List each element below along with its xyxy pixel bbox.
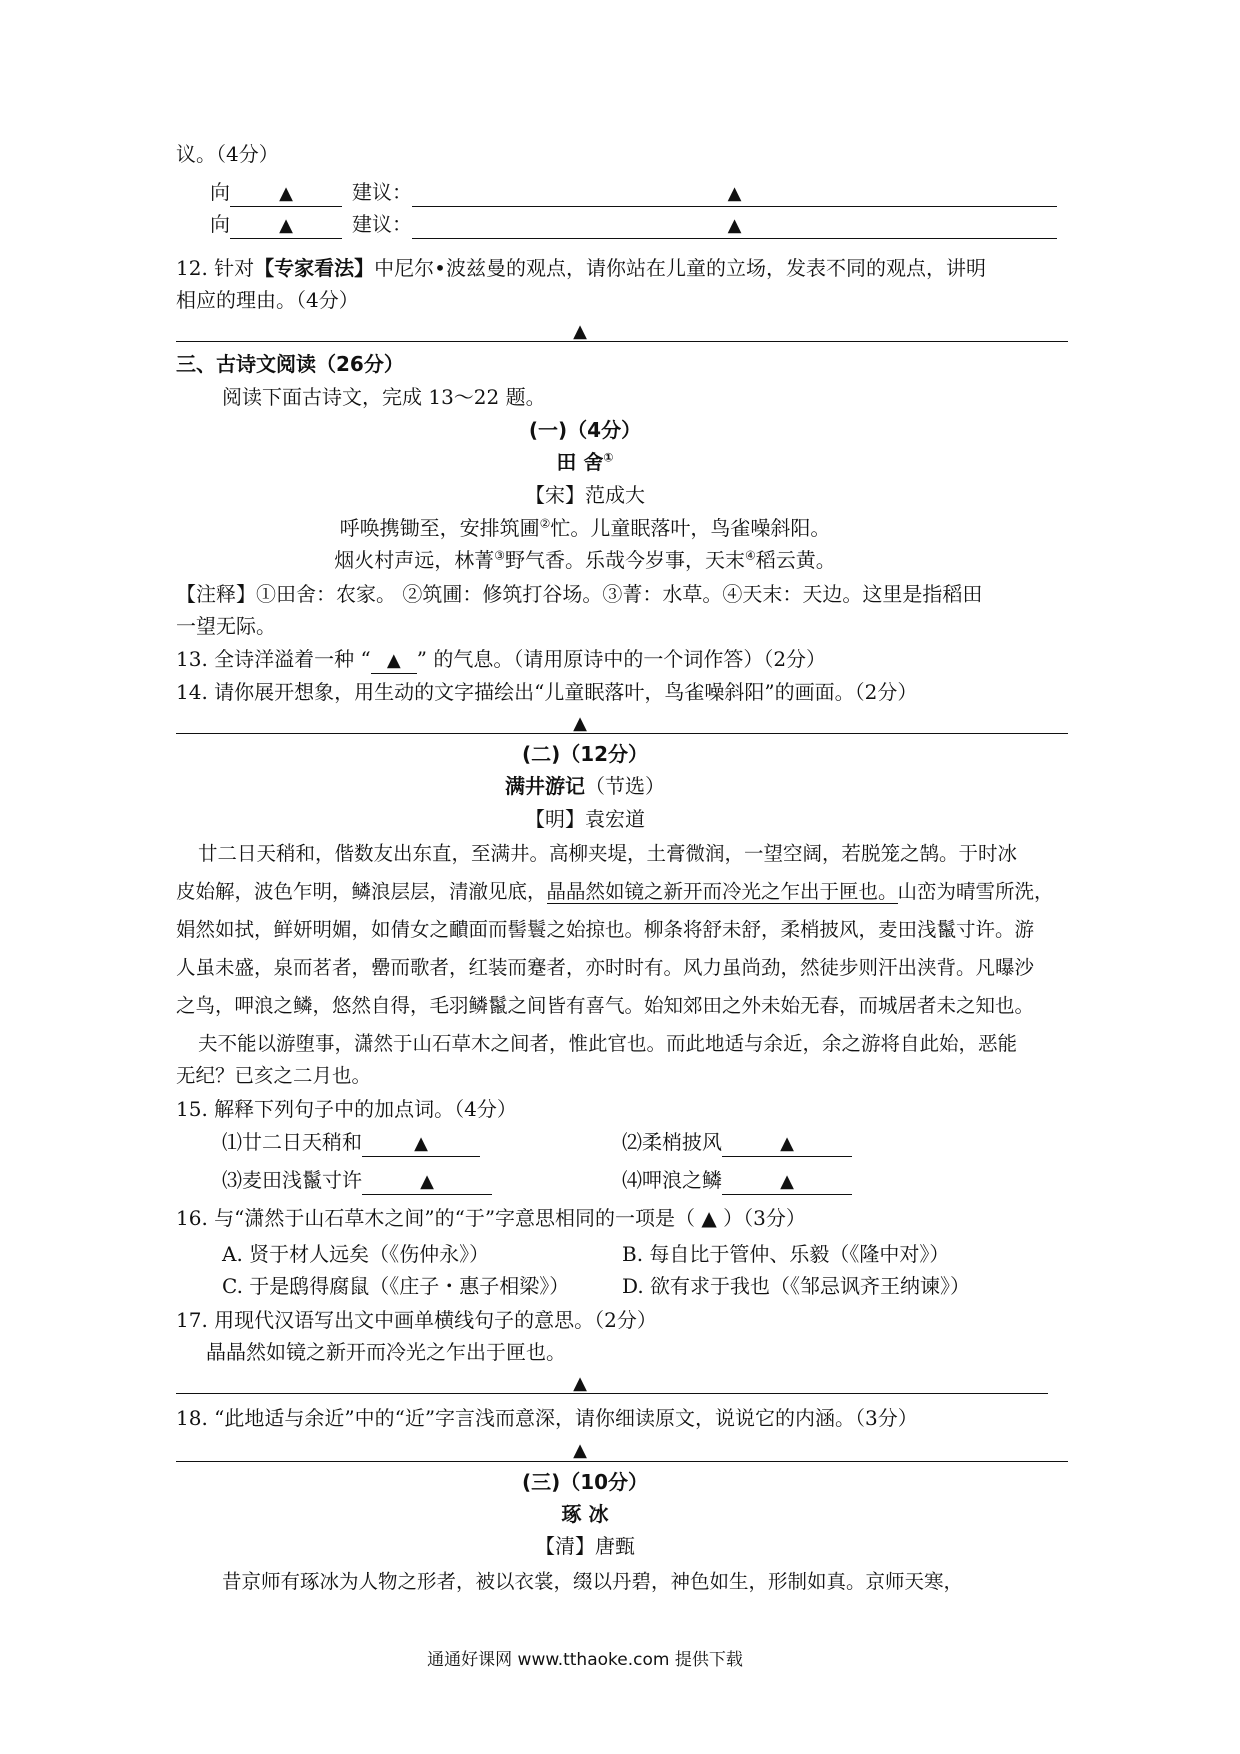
q15-stem: 15. 解释下列句子中的加点词。（4分）: [176, 1097, 517, 1121]
answer-triangle-icon: ▲: [727, 215, 742, 236]
answer-triangle-icon: ▲: [386, 650, 401, 671]
answer-triangle-icon: ▲: [727, 183, 742, 204]
passage-line: 人虽未盛，泉而茗者，罍而歌者，红装而蹇者，亦时时有。风力虽尚劲，然徒步则汗出浃背。凡曝沙: [176, 956, 1035, 979]
text-title: 琢 冰: [561, 1502, 609, 1526]
poem-title-text: 田 舍: [556, 450, 604, 474]
direction-blank[interactable]: [230, 212, 342, 239]
answer-triangle-icon: ▲: [279, 215, 293, 236]
poem-text: 野气香。乐哉今岁事，天末: [505, 548, 745, 572]
q13-text: ” 的气息。（请用原诗中的一个词作答）（2分）: [416, 647, 827, 671]
poem-author: 【宋】范成大: [525, 483, 645, 507]
q12-line-2: 相应的理由。（4分）: [176, 288, 359, 312]
passage-line: [176, 878, 1054, 906]
poem-text: 忙。儿童眠落叶，鸟雀噪斜阳。: [550, 516, 831, 540]
passage-line: 无纪？已亥之二月也。: [176, 1064, 372, 1087]
footnote-mark: ②: [539, 516, 551, 531]
passage-line: 廿二日天稍和，偕数友出东直，至满井。高柳夹堤，土膏微润，一望空阔，若脱笼之鹄。于时冰: [198, 842, 1018, 865]
poem-note-line-2: 一望无际。: [176, 614, 276, 638]
poem-text: 烟火村声远，林菁: [334, 548, 495, 572]
q16-option-a[interactable]: A. 贤于材人远矣（《伤仲永》）: [222, 1242, 490, 1266]
q13-blank[interactable]: [371, 647, 417, 674]
q14: 14. 请你展开想象，用生动的文字描绘出“儿童眠落叶，鸟雀噪斜阳”的画面。（2分）: [176, 680, 918, 704]
passage-line: 娟然如拭，鲜妍明媚，如倩女之靧面而髻鬟之始掠也。柳条将舒未舒，柔梢披风，麦田浅鬣寸许。游: [176, 918, 1035, 941]
q13: [176, 645, 826, 674]
answer-line[interactable]: [176, 341, 1068, 342]
q15-blank[interactable]: [722, 1168, 852, 1195]
part-heading: (一)（4分）: [528, 418, 642, 442]
page-footer: 通通好课网 www.tthaoke.com 提供下载: [427, 1650, 743, 1670]
answer-triangle-icon: ▲: [573, 1373, 587, 1394]
text-author: 【明】袁宏道: [525, 807, 645, 831]
answer-triangle-icon: ▲: [573, 321, 587, 342]
q15-blank[interactable]: [362, 1130, 480, 1157]
direction-blank[interactable]: [230, 180, 342, 207]
q16-option-c[interactable]: C. 于是鸱得腐鼠（《庄子・惠子相梁》）: [222, 1274, 570, 1298]
q16-stem: 16. 与“潇然于山石草木之间”的“于”字意思相同的一项是（ ▲ ）（3分）: [176, 1206, 806, 1230]
section-title: 三、古诗文阅读（26分）: [176, 352, 404, 376]
q18: 18. “此地适与余近”中的“近”字言浅而意深，请你细读原文，说说它的内涵。（3分）: [176, 1406, 918, 1430]
q15-item: [222, 1166, 492, 1195]
text-author: 【清】唐甄: [535, 1534, 635, 1558]
q16-option-b[interactable]: B. 每自比于管仲、乐毅（《隆中对》）: [622, 1242, 950, 1266]
q15-item-text: ⑴廿二日天稍和: [222, 1130, 362, 1154]
answer-line[interactable]: [176, 1393, 1048, 1394]
passage-line: 夫不能以游堕事，潇然于山石草木之间者，惟此官也。而此地适与余近，余之游将自此始，恶能: [198, 1032, 1018, 1055]
poem-note-line-1: 【注释】①田舍：农家。 ②筑圃：修筑打谷场。③菁：水草。④天末：天边。这里是指稻田: [176, 582, 983, 606]
underlined-sentence: 晶晶然如镜之新开而冷光之乍出于匣也。: [546, 880, 898, 903]
q15-item-text: ⑷呷浪之鳞: [622, 1168, 722, 1192]
poem-line-1: [0, 514, 1170, 542]
direction-label: 向: [210, 212, 230, 236]
poem-text: 呼唤携锄至，安排筑圃: [339, 516, 540, 540]
part-heading: (三)（10分）: [521, 1470, 649, 1494]
passage-text: 皮始解，波色乍明，鳞浪层层，清澈见底，: [176, 880, 547, 903]
footnote-mark: ③: [494, 548, 505, 563]
footnote-mark: ④: [745, 548, 756, 563]
text-title-sub: （节选）: [585, 774, 665, 798]
passage-line: 之鸟，呷浪之鳞，悠然自得，毛羽鳞鬣之间皆有喜气。始知郊田之外未始无春，而城居者未之知也。: [176, 994, 1035, 1017]
suggestion-label: 建议：: [352, 212, 412, 236]
text-title: [0, 772, 1170, 800]
q15-item: [622, 1128, 852, 1157]
q15-item: [622, 1166, 852, 1195]
suggestion-blank[interactable]: [412, 180, 1057, 207]
passage-line: 昔京师有琢冰为人物之形者，被以衣裳，缀以丹碧，神色如生，形制如真。京师天寒，: [222, 1570, 964, 1593]
answer-triangle-icon: ▲: [420, 1171, 434, 1192]
answer-triangle-icon: ▲: [573, 1440, 587, 1461]
q15-item-text: ⑵柔梢披风: [622, 1130, 722, 1154]
footnote-mark: ①: [603, 450, 614, 465]
q11-row-1: [210, 178, 1057, 207]
q15-item: [222, 1128, 480, 1157]
q15-blank[interactable]: [722, 1130, 852, 1157]
q15-item-text: ⑶麦田浅鬣寸许: [222, 1168, 362, 1192]
part-heading: (二)（12分）: [521, 742, 649, 766]
q13-text: 13. 全诗洋溢着一种 “: [176, 647, 371, 671]
answer-triangle-icon: ▲: [780, 1133, 794, 1154]
q12-number: 12. 针对: [176, 256, 255, 280]
suggestion-label: 建议：: [352, 180, 412, 204]
q17-stem: 17. 用现代汉语写出文中画单横线句子的意思。（2分）: [176, 1308, 657, 1332]
poem-text: 稻云黄。: [755, 548, 836, 572]
poem-line-2: [0, 546, 1170, 574]
section-intro: 阅读下面古诗文，完成 13～22 题。: [222, 385, 546, 409]
q11-end: 议。（4分）: [176, 142, 279, 166]
q12-line-1: [176, 254, 986, 282]
q15-blank[interactable]: [362, 1168, 492, 1195]
direction-label: 向: [210, 180, 230, 204]
q12-text: 中尼尔•波兹曼的观点，请你站在儿童的立场，发表不同的观点，讲明: [374, 256, 986, 280]
q16-option-d[interactable]: D. 欲有求于我也（《邹忌讽齐王纳谏》）: [622, 1274, 971, 1298]
suggestion-blank[interactable]: [412, 212, 1057, 239]
passage-text: 山峦为晴雪所洗，: [897, 880, 1054, 903]
answer-triangle-icon: ▲: [414, 1133, 428, 1154]
poem-title: [0, 448, 1170, 476]
answer-line[interactable]: [176, 1461, 1068, 1462]
answer-triangle-icon: ▲: [573, 713, 587, 734]
answer-line[interactable]: [176, 733, 1068, 734]
answer-triangle-icon: ▲: [279, 183, 293, 204]
q12-bold-term: 【专家看法】: [254, 256, 375, 280]
answer-triangle-icon: ▲: [780, 1171, 794, 1192]
text-title-main: 满井游记: [505, 774, 585, 798]
q11-row-2: [210, 210, 1057, 239]
q17-sentence: 晶晶然如镜之新开而冷光之乍出于匣也。: [206, 1340, 566, 1364]
